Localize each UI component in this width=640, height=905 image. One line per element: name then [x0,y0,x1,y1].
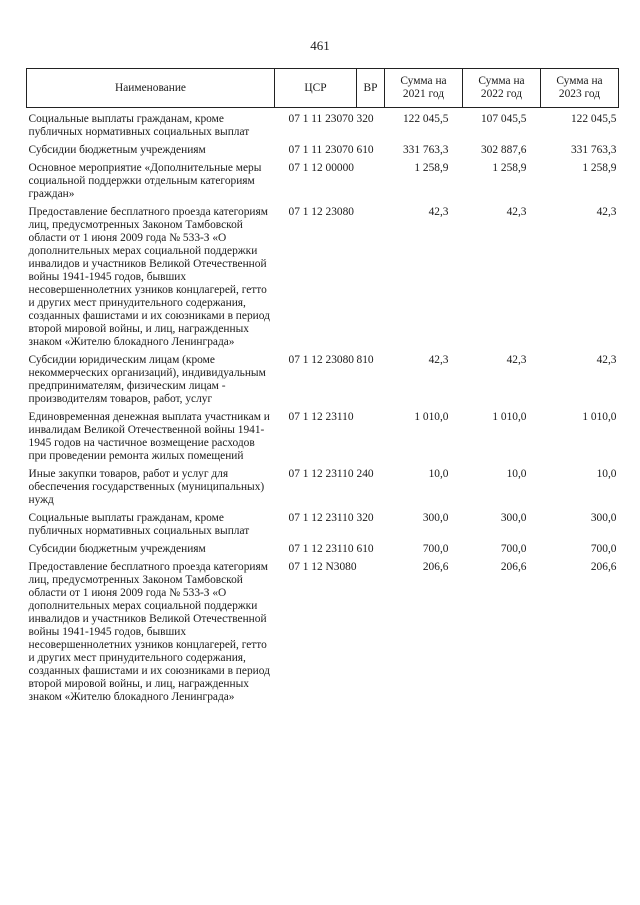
header-sum-2022: Сумма на 2022 год [463,69,541,108]
row-sum-2022: 1 010,0 [492,411,527,423]
header-name: Наименование [27,69,275,108]
row-csr: 07 1 12 23110 [288,411,354,423]
row-sum-2021: 1 258,9 [414,162,449,174]
row-sum-2021: 10,0 [428,468,449,480]
row-vr [357,411,385,468]
row-sum-2022: 107 045,5 [480,113,527,125]
budget-table [26,68,619,709]
row-name: Предоставление бесплатного проезда категориям лиц, предусмотренных Законом Тамбовской области от 1 июня 2009 года № 533-З «О дополнительных мерах социальной поддержки инвалидов и участников Великой Отечественной войны 1941-1945 годов, бывших несовершеннолетних узников концлагерей, гетто и других мест принудительного содержания, созданных фашистами и их союзниками в период второй мировой войны, и лиц, награжденных знаком «Жителю блокадного Ленинграда» [28,206,270,348]
row-sum-2021: 42,3 [428,354,449,366]
row-sum-2023: 1 010,0 [582,411,617,423]
header-sum-2021: Сумма на 2021 год [385,69,463,108]
row-name: Субсидии бюджетным учреждениям [28,144,206,156]
row-vr: 320 [356,113,374,125]
row-csr: 07 1 12 23110 [288,543,354,555]
row-sum-2023: 10,0 [596,468,617,480]
row-sum-2021: 206,6 [422,561,449,573]
row-sum-2023: 300,0 [590,512,617,524]
row-sum-2023: 1 258,9 [582,162,617,174]
row-sum-2023: 206,6 [590,561,617,573]
table-row [27,354,619,411]
row-sum-2021: 1 010,0 [414,411,449,423]
row-csr: 07 1 12 23080 [288,354,354,366]
table-row [27,162,619,206]
row-csr: 07 1 12 23080 [288,206,354,218]
table-row [27,468,619,512]
row-name: Субсидии бюджетным учреждениям [28,543,206,555]
row-sum-2021: 700,0 [422,543,449,555]
row-sum-2021: 331 763,3 [402,144,449,156]
table-header-row [27,69,619,108]
row-vr [357,162,385,206]
row-name: Единовременная денежная выплата участникам и инвалидам Великой Отечественной войны 1941-1945 годов на частичное возмещение расходов при проведении ремонта жилых помещений [28,411,270,462]
row-vr [357,561,385,709]
row-vr: 810 [356,354,374,366]
row-sum-2021: 122 045,5 [402,113,449,125]
row-sum-2021: 300,0 [422,512,449,524]
row-vr: 610 [356,543,374,555]
row-vr: 610 [356,144,374,156]
row-name: Социальные выплаты гражданам, кроме публичных нормативных социальных выплат [28,113,250,138]
row-name: Социальные выплаты гражданам, кроме публичных нормативных социальных выплат [28,512,250,537]
page-number: 461 [310,38,330,53]
row-csr: 07 1 12 23110 [288,512,354,524]
header-csr: ЦСР [275,69,357,108]
row-sum-2022: 42,3 [506,206,527,218]
row-vr: 320 [356,512,374,524]
row-sum-2023: 122 045,5 [570,113,617,125]
row-sum-2023: 42,3 [596,206,617,218]
row-name: Субсидии юридическим лицам (кроме некоммерческих организаций), индивидуальным предпринимателям, физическим лицам - производителям товаров, работ, услуг [28,354,266,405]
row-name: Иные закупки товаров, работ и услуг для обеспечения государственных (муниципальных) нужд [28,468,265,506]
row-sum-2022: 206,6 [500,561,527,573]
table-row [27,144,619,162]
table-row [27,512,619,543]
row-sum-2022: 700,0 [500,543,527,555]
header-sum-2023: Сумма на 2023 год [541,69,619,108]
row-sum-2022: 300,0 [500,512,527,524]
row-sum-2023: 42,3 [596,354,617,366]
table-row [27,543,619,561]
row-name: Основное мероприятие «Дополнительные меры социальной поддержки отдельным категориям граждан» [28,162,262,200]
row-vr: 240 [356,468,374,480]
table-row [27,411,619,468]
table-row [27,206,619,354]
row-sum-2023: 700,0 [590,543,617,555]
row-sum-2021: 42,3 [428,206,449,218]
row-csr: 07 1 12 23110 [288,468,354,480]
row-sum-2022: 302 887,6 [480,144,527,156]
row-sum-2022: 1 258,9 [492,162,527,174]
row-csr: 07 1 12 00000 [288,162,354,174]
header-vr: ВР [357,69,385,108]
row-csr: 07 1 11 23070 [288,113,354,125]
row-name: Предоставление бесплатного проезда категориям лиц, предусмотренных Законом Тамбовской области от 1 июня 2009 года № 533-З «О дополнительных мерах социальной поддержки инвалидов и участников Великой Отечественной войны 1941-1945 годов, бывших несовершеннолетних узников концлагерей, гетто и других мест принудительного содержания, созданных фашистами и их союзниками в период второй мировой войны, и лиц, награжденных знаком «Жителю блокадного Ленинграда» [28,561,270,703]
table-row [27,561,619,709]
table-row [27,108,619,145]
row-sum-2022: 42,3 [506,354,527,366]
row-sum-2022: 10,0 [506,468,527,480]
row-csr: 07 1 11 23070 [288,144,354,156]
row-sum-2023: 331 763,3 [570,144,617,156]
row-vr [357,206,385,354]
row-csr: 07 1 12 N3080 [288,561,357,573]
